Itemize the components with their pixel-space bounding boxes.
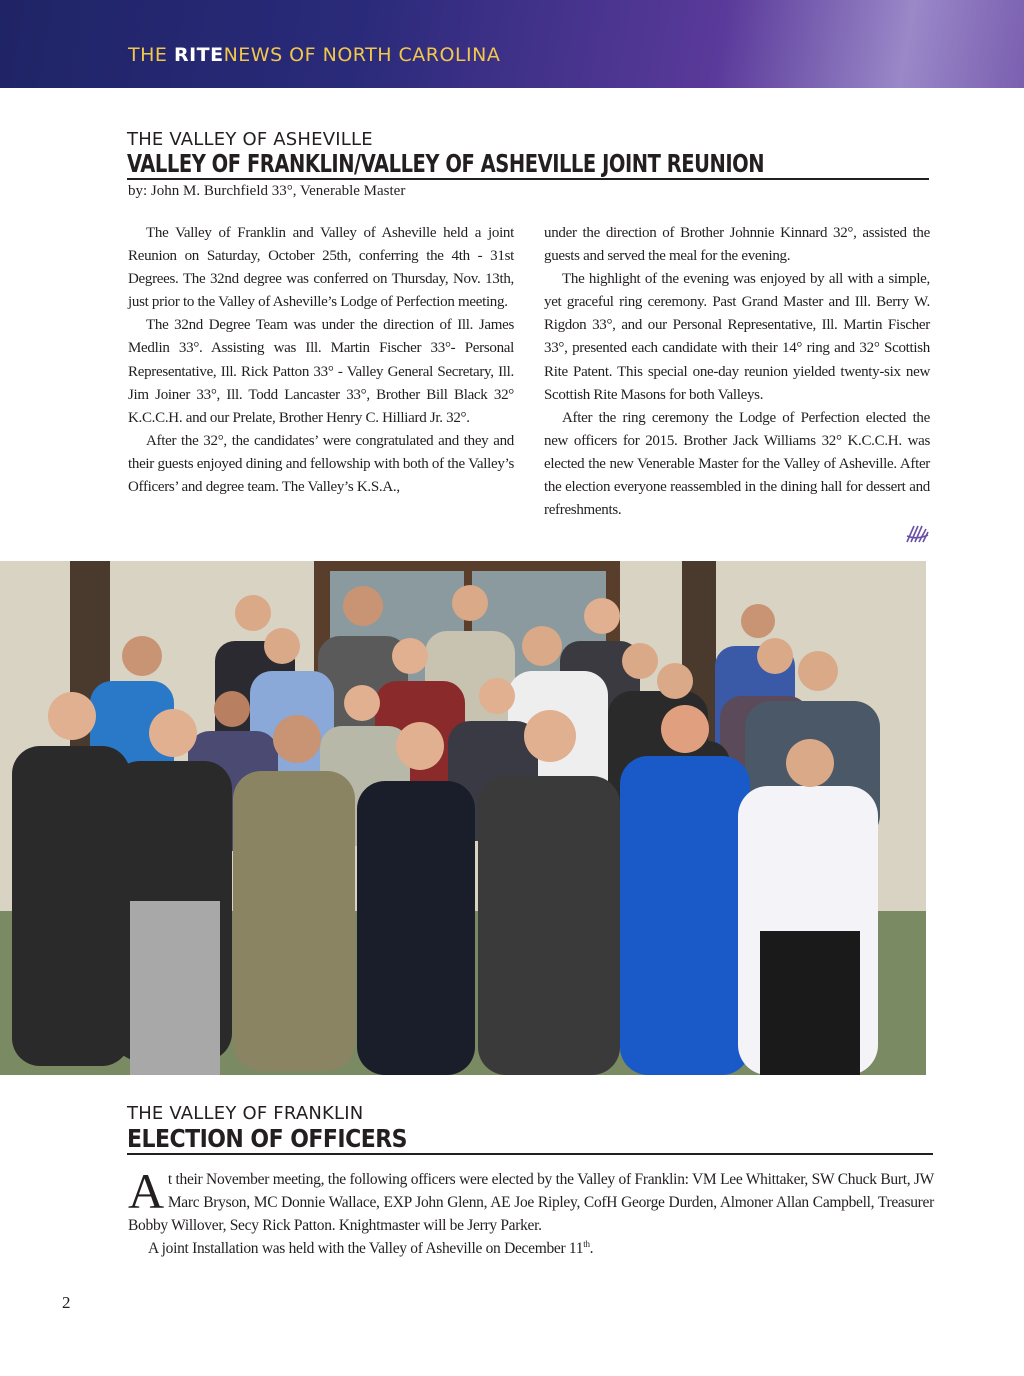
masthead-banner (0, 0, 1024, 88)
article2-paragraph (128, 1237, 934, 1260)
article2-headline-rule (127, 1153, 933, 1155)
ordinal-suffix: th (583, 1238, 590, 1249)
article2-body (128, 1163, 934, 1260)
article1-kicker: THE VALLEY OF ASHEVILLE (127, 129, 373, 150)
article2-kicker: THE VALLEY OF FRANKLIN (127, 1103, 364, 1124)
article1-column-right (544, 222, 930, 522)
article1-byline: by: John M. Burchfield 33°, Venerable Master (128, 183, 406, 199)
article2-paragraph (128, 1163, 934, 1237)
article1-paragraph: After the 32°, the candidates’ were congratulated and they and their guests enjoyed dining and fellowship with both of the Valley’s Officers’ and degree team. The Valley’s K.S.A., (128, 432, 514, 496)
publication-title-prefix: THE (128, 44, 174, 66)
article1-column-left (128, 222, 514, 499)
publication-title (128, 44, 500, 66)
drop-cap: A (128, 1163, 164, 1219)
publication-title-brand: RITE (173, 44, 224, 66)
article1-paragraph: The 32nd Degree Team was under the direction of Ill. James Medlin 33°. Assisting was Ill. Martin Fischer 33°- Personal Representative, Ill. Rick Patton 33° - Valley General Secretary, Ill. Jim Joiner 33°, Ill. Todd Lancaster 33°, Brother Bill Black 32° K.C.C.H. and our Prelate, Brother Henry C. Hilliard Jr. 32°. (128, 317, 514, 426)
group-photo (0, 561, 926, 1075)
article1-paragraph: The Valley of Franklin and Valley of Asheville held a joint Reunion on Saturday, October 25th, conferring the 4th - 31st Degrees. The 32nd degree was conferred on Thursday, Nov. 13th, just prior to the Valley of Asheville’s Lodge of Perfection meeting. (128, 225, 514, 311)
article1-paragraph: The highlight of the evening was enjoyed by all with a simple, yet graceful ring ceremony. Past Grand Master and Ill. Berry W. Rigdon 33°, and our Personal Representative, Ill. Martin Fischer 33°, presented each candidate with their 14° ring and 32° Scottish Rite Patent. This special one-day reunion yielded twenty-six new Scottish Rite Masons for both Valleys. (544, 271, 930, 403)
publication-title-suffix: NEWS OF NORTH CAROLINA (223, 44, 501, 66)
page-number: 2 (62, 1293, 71, 1312)
group-photo-illustration (0, 561, 926, 1075)
article2-paragraph-end: . (589, 1240, 594, 1257)
article1-paragraph: After the ring ceremony the Lodge of Perfection elected the new officers for 2015. Brother Jack Williams 32° K.C.C.H. was elected the new Venerable Master for the Valley of Asheville. After the election everyone reassembled in the dining hall for dessert and refreshments. (544, 409, 930, 519)
article1-paragraph: under the direction of Brother Johnnie Kinnard 32°, assisted the guests and served the meal for the evening. (544, 225, 930, 265)
article2-headline: ELECTION OF OFFICERS (127, 1124, 407, 1153)
end-of-article-mark-icon (905, 525, 929, 543)
article1-headline-rule (127, 178, 929, 180)
article1-headline: VALLEY OF FRANKLIN/VALLEY OF ASHEVILLE JOINT REUNION (127, 149, 765, 178)
article2-paragraph-text: A joint Installation was held with the Valley of Asheville on December 11 (148, 1240, 584, 1257)
article2-paragraph-text: t their November meeting, the following officers were elected by the Valley of Franklin: VM Lee Whittaker, SW Chuck Burt, JW Marc Bryson, MC Donnie Wallace, EXP John Glenn, AE Joe Ripley, CofH George Durden, Almoner Allan Campbell, Treasurer Bobby Willover, Secy Rick Patton. Knightmaster will be Jerry Parker. (128, 1171, 934, 1234)
